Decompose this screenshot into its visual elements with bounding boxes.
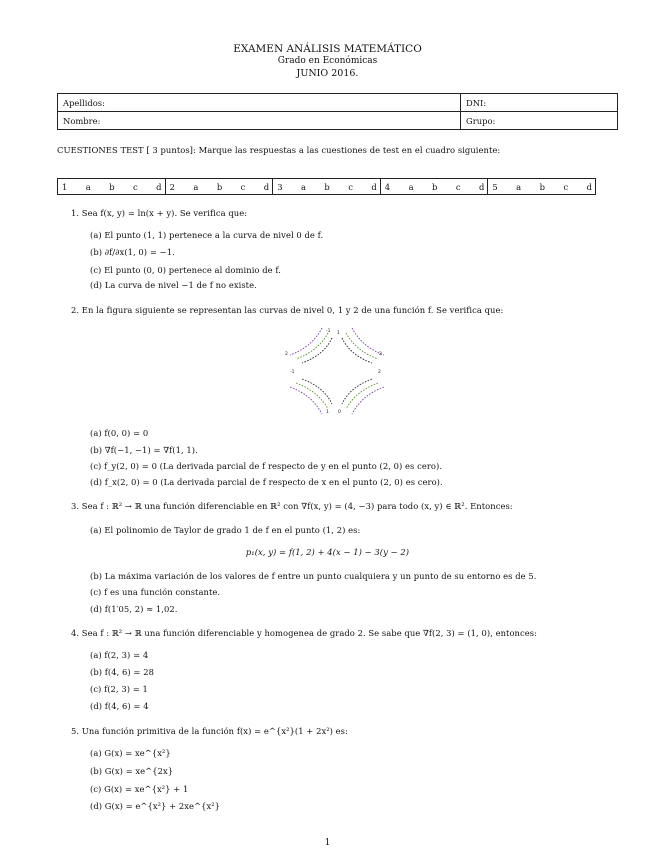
answer-question-number: 2 (169, 181, 175, 192)
q1-option-b: (b) ∂f/∂x(1, 0) = −1. (90, 247, 175, 257)
answer-cell-q3 (273, 179, 381, 195)
name-field[interactable]: Nombre: (58, 112, 461, 130)
answer-option-b[interactable]: b (216, 181, 223, 192)
fig-label-3: 2 (285, 352, 288, 357)
fig-label-1: -1 (326, 329, 331, 334)
q5-option-d: (d) G(x) = e^{x²} + 2xe^{x²} (90, 801, 221, 811)
answer-option-a[interactable]: a (193, 181, 199, 192)
answer-option-c[interactable]: c (240, 181, 246, 192)
fig-label-6: 2 (378, 370, 381, 375)
level-curve-2-purple (290, 328, 384, 414)
answer-option-b[interactable]: b (432, 181, 438, 192)
fig-label-7: 1 (326, 410, 329, 415)
q2-option-b: (b) ∇f(−1, −1) = ∇f(1, 1). (90, 445, 198, 455)
dni-field[interactable]: DNI: (461, 94, 618, 112)
answer-option-c[interactable]: c (563, 181, 569, 192)
q3-option-b: (b) La máxima variación de los valores de f entre un punto cualquiera y un punto de su entorno es de 5. (90, 571, 537, 581)
q2-option-a: (a) f(0, 0) = 0 (90, 428, 149, 438)
q5-stem: 5. Una función primitiva de la función f(x) = e^{x²}(1 + 2x²) es: (71, 726, 348, 736)
q3-stem: 3. Sea f : ℝ² → ℝ una función diferenciable en ℝ² con ∇f(x, y) = (4, −3) para todo (x, y) ∈ ℝ². Entonces: (71, 501, 513, 511)
q2-option-d: (d) f_x(2, 0) = 0 (La derivada parcial de f respecto de x en el punto (2, 0) es cero). (90, 477, 443, 487)
answer-cell-q5 (488, 179, 596, 195)
answer-question-number: 5 (492, 181, 498, 192)
q5-option-a: (a) G(x) = xe^{x²} (90, 748, 171, 758)
exam-title: EXAMEN ANÁLISIS MATEMÁTICO (233, 43, 422, 55)
q5-option-b: (b) G(x) = xe^{2x} (90, 766, 174, 776)
answer-option-b[interactable]: b (539, 181, 545, 192)
answer-cell-q2 (165, 179, 273, 195)
answer-cell-q1 (58, 179, 166, 195)
group-field[interactable]: Grupo: (461, 112, 618, 130)
page-number: 1 (324, 838, 331, 848)
answer-cell-q4 (380, 179, 488, 195)
answer-option-a[interactable]: a (408, 181, 414, 192)
fig-label-2: 1 (337, 331, 340, 336)
level-curves-figure (282, 325, 392, 417)
q1-option-c: (c) El punto (0, 0) pertenece al dominio de f. (90, 265, 281, 275)
q3-taylor-formula: p₁(x, y) = f(1, 2) + 4(x − 1) − 3(y − 2) (245, 547, 410, 557)
surname-field[interactable]: Apellidos: (58, 94, 461, 112)
q2-option-c: (c) f_y(2, 0) = 0 (La derivada parcial de f respecto de y en el punto (2, 0) es cero). (90, 461, 443, 471)
q4-option-d: (d) f(4, 6) = 4 (90, 701, 149, 711)
test-instructions: CUESTIONES TEST [ 3 puntos]: Marque las respuestas a las cuestiones de test en el cuadro siguiente: (57, 145, 501, 155)
q2-stem: 2. En la figura siguiente se representan las curvas de nivel 0, 1 y 2 de una función f. Se verifica que: (71, 305, 504, 315)
answer-option-c[interactable]: c (348, 181, 353, 192)
q1-stem: 1. Sea f(x, y) = ln(x + y). Se verifica que: (71, 208, 248, 218)
answer-option-c[interactable]: c (455, 181, 461, 192)
answer-option-d[interactable]: d (263, 181, 270, 192)
student-info-table (57, 93, 618, 130)
answer-question-number: 1 (62, 181, 68, 192)
q3-option-c: (c) f es una función constante. (90, 587, 221, 597)
q3-option-a: (a) El polinomio de Taylor de grado 1 de f en el punto (1, 2) es: (90, 525, 361, 535)
answer-question-number: 4 (384, 181, 391, 192)
exam-subtitle: Grado en Económicas (277, 56, 378, 66)
fig-label-4: 2 (379, 352, 382, 357)
answer-option-d[interactable]: d (371, 181, 377, 192)
exam-date: JUNIO 2016. (296, 68, 359, 79)
answer-question-number: 3 (277, 181, 283, 192)
answer-option-d[interactable]: d (156, 181, 162, 192)
level-curve-0-dark (302, 338, 372, 404)
q3-option-d: (d) f(1′05, 2) ≈ 1,02. (90, 604, 178, 614)
answer-option-d[interactable]: d (478, 181, 485, 192)
answer-option-b[interactable]: b (324, 181, 330, 192)
answer-option-b[interactable]: b (109, 181, 115, 192)
q1-option-a: (a) El punto (1, 1) pertenece a la curva de nivel 0 de f. (90, 230, 324, 240)
fig-label-8: 0 (338, 410, 341, 415)
answer-option-a[interactable]: a (300, 181, 306, 192)
q4-option-a: (a) f(2, 3) = 4 (90, 650, 149, 660)
q5-option-c: (c) G(x) = xe^{x²} + 1 (90, 784, 189, 794)
answer-grid (57, 178, 596, 195)
answer-option-d[interactable]: d (586, 181, 592, 192)
q4-option-b: (b) f(4, 6) = 28 (90, 667, 154, 677)
q1-option-d: (d) La curva de nivel −1 de f no existe. (90, 280, 257, 290)
q4-stem: 4. Sea f : ℝ² → ℝ una función diferenciable y homogenea de grado 2. Se sabe que ∇f(2, 3) = (1, 0), entonces: (71, 628, 537, 638)
answer-option-c[interactable]: c (133, 181, 138, 192)
answer-option-a[interactable]: a (85, 181, 91, 192)
q4-option-c: (c) f(2, 3) = 1 (90, 684, 148, 694)
answer-option-a[interactable]: a (516, 181, 522, 192)
fig-label-5: -1 (290, 370, 295, 375)
